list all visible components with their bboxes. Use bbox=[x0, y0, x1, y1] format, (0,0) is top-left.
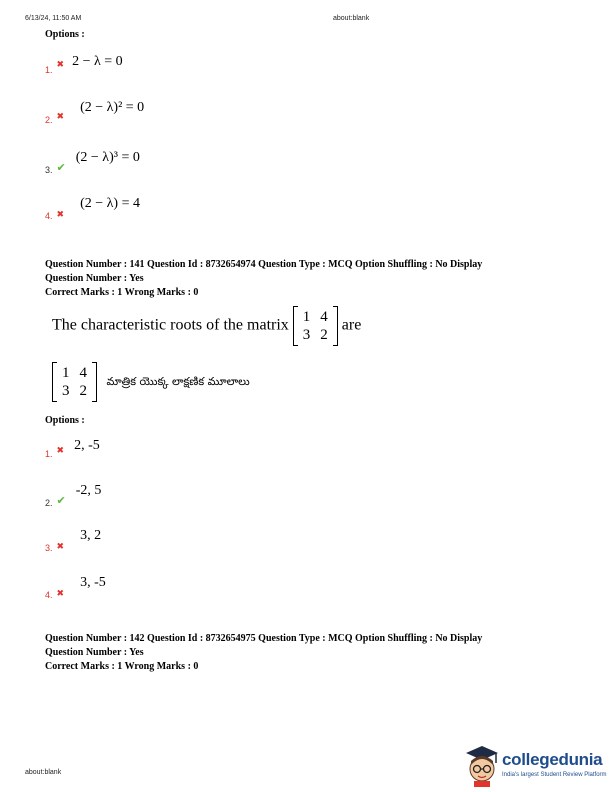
question-meta-line: Correct Marks : 1 Wrong Marks : 0 bbox=[45, 661, 199, 672]
cross-icon: ✖ bbox=[56, 589, 65, 599]
matrix-cell: 3 bbox=[302, 327, 311, 343]
question-meta-line: Question Number : 142 Question Id : 8732654975 Question Type : MCQ Option Shuffling : No Display bbox=[45, 633, 483, 644]
option-4 bbox=[45, 573, 106, 600]
brand-name: collegedunia bbox=[502, 750, 603, 769]
option-3 bbox=[45, 148, 140, 175]
option-number: 4. bbox=[45, 211, 53, 221]
footer-url: about:blank bbox=[25, 769, 62, 776]
mascot-icon bbox=[462, 743, 502, 787]
question-suffix: are bbox=[341, 316, 362, 334]
option-text: -2, 5 bbox=[75, 483, 102, 498]
matrix-cell: 1 bbox=[302, 309, 311, 325]
question-meta-line: Question Number : 141 Question Id : 8732654974 Question Type : MCQ Option Shuffling : No Display bbox=[45, 259, 483, 270]
option-text: 2 − λ = 0 bbox=[72, 54, 123, 69]
option-3 bbox=[45, 526, 102, 553]
matrix bbox=[52, 362, 97, 402]
question-meta-line: Correct Marks : 1 Wrong Marks : 0 bbox=[45, 287, 199, 298]
cross-icon: ✖ bbox=[56, 542, 65, 552]
option-number: 3. bbox=[45, 543, 53, 553]
option-4 bbox=[45, 194, 140, 221]
matrix-cell: 4 bbox=[79, 365, 87, 381]
option-text: 3, 2 bbox=[80, 528, 102, 543]
matrix-cell: 1 bbox=[62, 365, 70, 381]
question-meta-141 bbox=[45, 258, 482, 300]
matrix bbox=[293, 306, 338, 346]
print-datetime: 6/13/24, 11:50 AM bbox=[25, 15, 82, 22]
cross-icon: ✖ bbox=[56, 446, 65, 456]
option-text: 2, -5 bbox=[74, 438, 100, 453]
options-label: Options : bbox=[45, 415, 85, 426]
option-2 bbox=[45, 98, 145, 125]
option-text: (2 − λ)² = 0 bbox=[80, 100, 145, 115]
question-meta-142 bbox=[45, 632, 482, 674]
option-text: (2 − λ)³ = 0 bbox=[75, 150, 140, 165]
telugu-text: మాత్రిక యొక్క లాక్షణిక మూలాలు bbox=[106, 375, 250, 389]
option-number: 2. bbox=[45, 498, 53, 508]
option-1 bbox=[45, 436, 100, 459]
matrix-cell: 2 bbox=[79, 383, 87, 399]
option-2 bbox=[45, 481, 102, 508]
matrix-cell: 2 bbox=[320, 327, 328, 343]
print-url: about:blank bbox=[333, 15, 370, 22]
option-number: 3. bbox=[45, 165, 53, 175]
option-text: 3, -5 bbox=[80, 575, 106, 590]
question-meta-line: Question Number : Yes bbox=[45, 647, 144, 658]
option-number: 2. bbox=[45, 115, 53, 125]
collegedunia-logo bbox=[462, 743, 610, 787]
check-icon: ✔ bbox=[56, 161, 66, 174]
option-number: 1. bbox=[45, 449, 53, 459]
option-1 bbox=[45, 52, 123, 75]
cross-icon: ✖ bbox=[56, 60, 65, 70]
cross-icon: ✖ bbox=[56, 210, 65, 220]
brand-tagline: India's largest Student Review Platform bbox=[502, 772, 607, 778]
cross-icon: ✖ bbox=[56, 112, 65, 122]
question-prefix: The characteristic roots of the matrix bbox=[52, 316, 289, 334]
option-number: 1. bbox=[45, 65, 53, 75]
question-text-telugu bbox=[52, 362, 250, 402]
question-text-english bbox=[52, 306, 361, 346]
matrix-cell: 3 bbox=[62, 383, 70, 399]
option-number: 4. bbox=[45, 590, 53, 600]
options-label: Options : bbox=[45, 29, 85, 40]
option-text: (2 − λ) = 4 bbox=[80, 196, 140, 211]
matrix-cell: 4 bbox=[320, 309, 328, 325]
check-icon: ✔ bbox=[56, 494, 66, 507]
question-meta-line: Question Number : Yes bbox=[45, 273, 144, 284]
